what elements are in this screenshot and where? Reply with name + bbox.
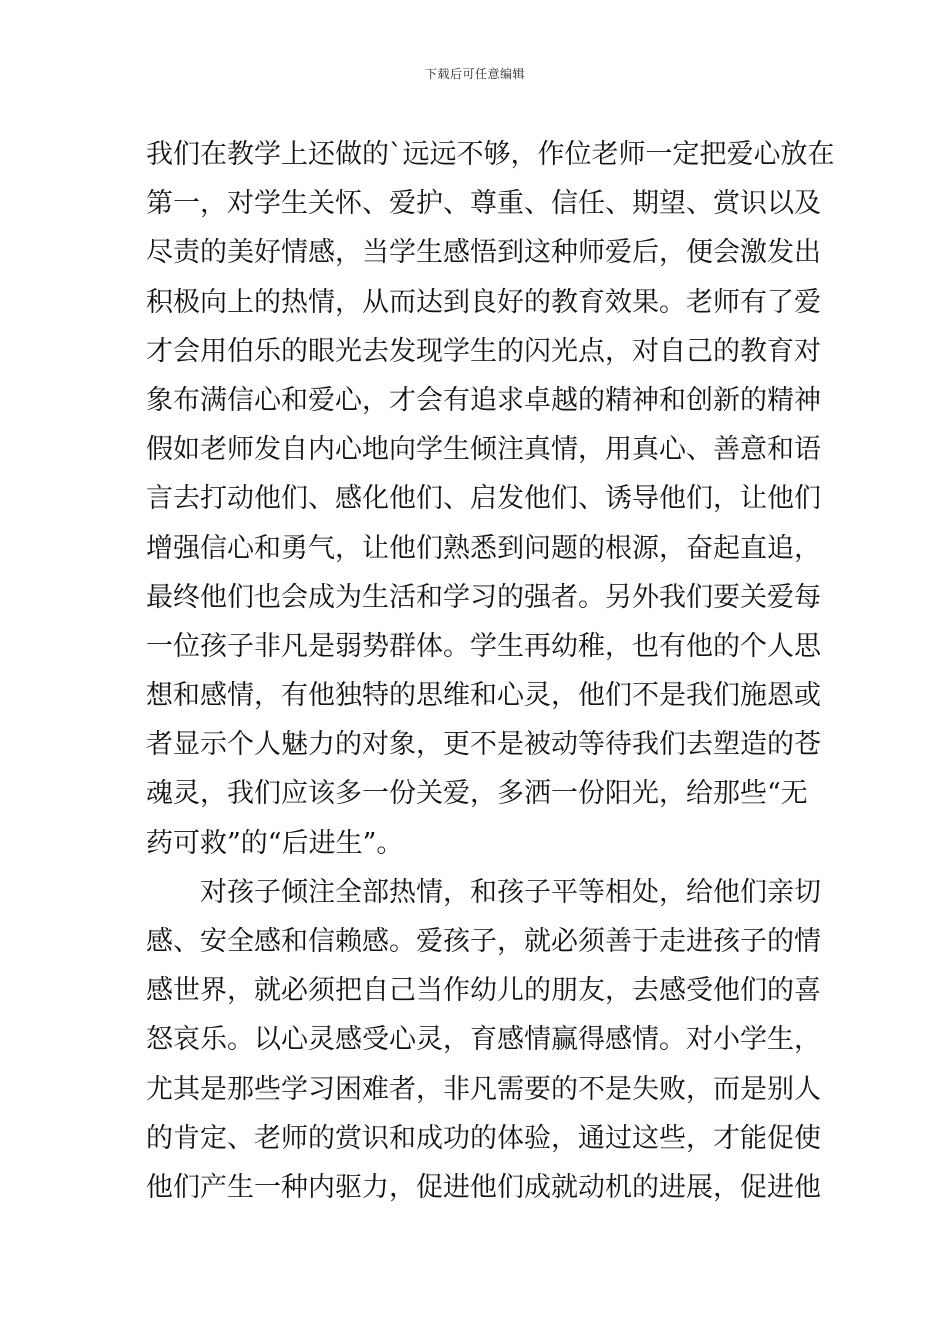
text-line: 对孩子倾注全部热情，和孩子平等相处，给他们亲切 — [200, 876, 821, 908]
text-line: 尽责的美好情感，当学生感悟到这种师爱后，便会激发出 — [146, 237, 821, 269]
text-line: 我们在教学上还做的`远远不够，作位老师一定把爱心放在 — [146, 139, 835, 170]
text-line: 的肯定、老师的赏识和成功的体验，通过这些，才能促使 — [146, 1122, 821, 1154]
paragraph — [146, 868, 821, 1212]
text-line: 想和感情，有他独特的思维和心灵，他们不是我们施恩或 — [146, 680, 821, 712]
text-line: 怒哀乐。以心灵感受心灵，育感情赢得感情。对小学生， — [146, 1024, 821, 1056]
text-line: 者显示个人魅力的对象，更不是被动等待我们去塑造的苍 — [146, 729, 821, 761]
text-line: 魂灵，我们应该多一份关爱，多洒一份阳光，给那些“无 — [146, 778, 808, 810]
text-line: 增强信心和勇气，让他们熟悉到问题的根源，奋起直追， — [146, 532, 821, 564]
text-line: 象布满信心和爱心，才会有追求卓越的精神和创新的精神 — [146, 384, 821, 416]
text-line: 感、安全感和信赖感。爱孩子，就必须善于走进孩子的情 — [146, 926, 821, 957]
text-line: 尤其是那些学习困难者，非凡需要的不是失败，而是别人 — [146, 1073, 821, 1105]
body-text — [146, 130, 835, 1212]
text-line: 假如老师发自内心地向学生倾注真情，用真心、善意和语 — [146, 434, 821, 466]
paragraph — [146, 130, 835, 868]
text-line: 感世界，就必须把自己当作幼儿的朋友，去感受他们的喜 — [146, 975, 821, 1007]
page-header: 下载后可任意编辑 — [424, 67, 525, 81]
text-line: 积极向上的热情，从而达到良好的教育效果。老师有了爱 — [146, 286, 821, 318]
text-line: 药可救”的“后进生”。 — [146, 827, 404, 859]
text-line: 他们产生一种内驱力，促进他们成就动机的进展，促进他 — [146, 1171, 821, 1203]
text-line: 才会用伯乐的眼光去发现学生的闪光点，对自己的教育对 — [146, 335, 821, 367]
text-line: 一位孩子非凡是弱势群体。学生再幼稚，也有他的个人思 — [146, 630, 821, 662]
text-line: 言去打动他们、感化他们、启发他们、诱导他们，让他们 — [146, 483, 821, 515]
text-line: 第一，对学生关怀、爱护、尊重、信任、期望、赏识以及 — [146, 188, 821, 220]
text-line: 最终他们也会成为生活和学习的强者。另外我们要关爱每 — [146, 581, 821, 613]
